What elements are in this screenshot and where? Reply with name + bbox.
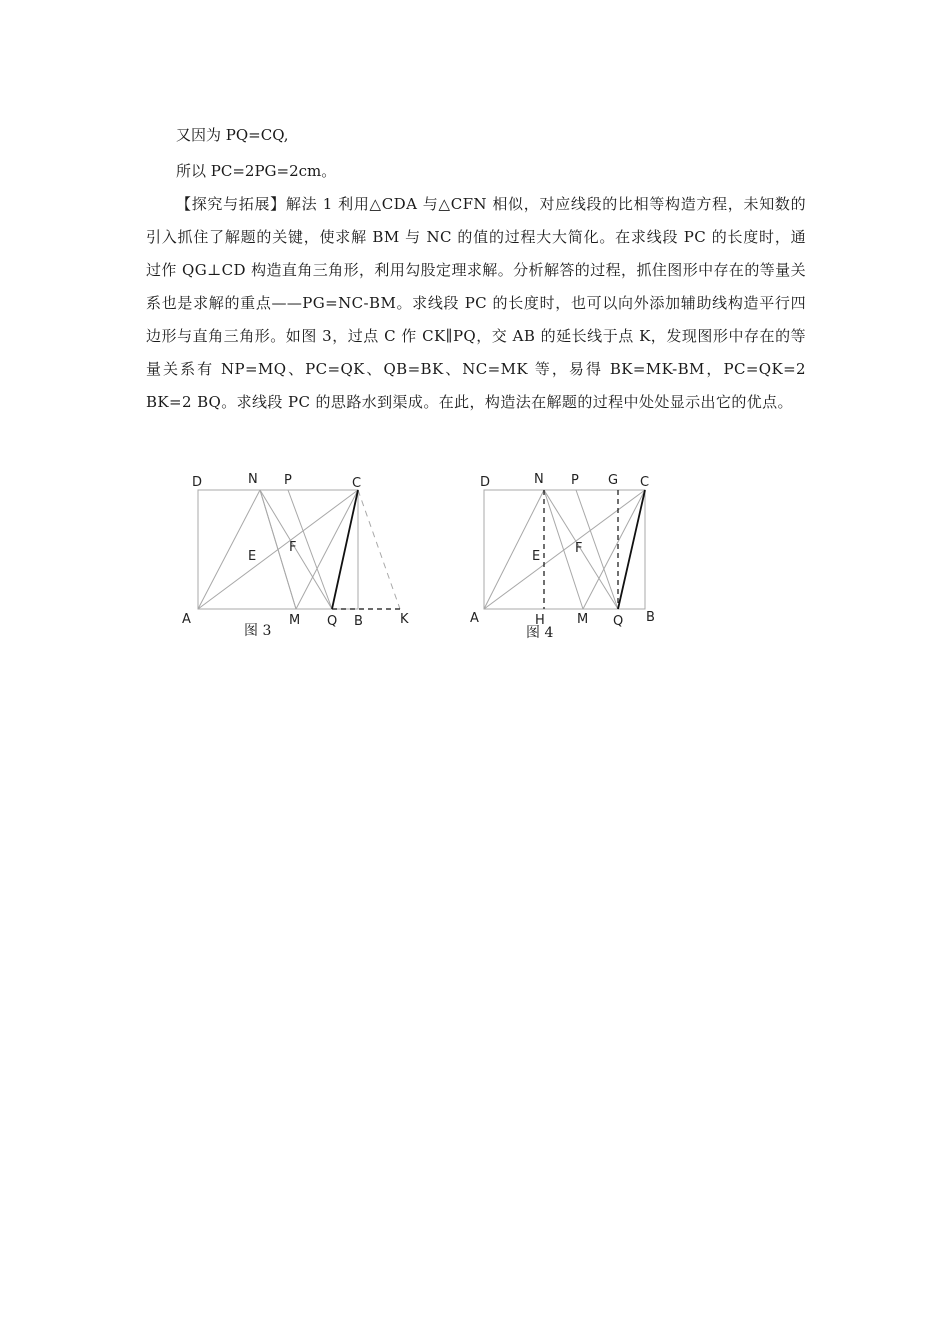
figure-4-diagram	[466, 462, 666, 632]
label-q: Q	[613, 614, 624, 629]
label-d: D	[480, 475, 491, 490]
label-a: A	[182, 612, 191, 627]
label-n: N	[248, 472, 258, 487]
segment-mc	[296, 490, 358, 609]
figure-3-caption: 图 3	[244, 623, 272, 639]
segment-ck-dashed	[358, 490, 400, 609]
label-h: H	[535, 613, 545, 628]
label-g: G	[608, 473, 619, 488]
segment-mc	[583, 490, 645, 609]
label-e: E	[248, 549, 257, 564]
label-a: A	[470, 611, 479, 626]
label-p: P	[284, 473, 292, 488]
text-line-1: 又因为 PQ=CQ,	[176, 126, 289, 144]
label-b: B	[354, 614, 363, 629]
label-f: F	[289, 540, 297, 555]
label-c: C	[640, 475, 650, 490]
label-n: N	[534, 472, 544, 487]
label-b: B	[646, 610, 655, 625]
label-c: C	[352, 476, 362, 491]
label-f: F	[575, 541, 583, 556]
label-m: M	[289, 613, 301, 628]
segment-qc-bold	[332, 490, 358, 609]
label-q: Q	[327, 614, 338, 629]
text-line-2: 所以 PC=2PG=2cm。	[176, 162, 337, 180]
figure-4-caption: 图 4	[526, 625, 554, 641]
label-k: K	[400, 612, 409, 627]
segment-qc-bold	[618, 490, 645, 609]
label-p: P	[571, 473, 579, 488]
figure-3	[176, 462, 426, 639]
label-m: M	[577, 612, 589, 627]
segment-ac	[484, 490, 645, 609]
figure-3-diagram	[176, 462, 426, 632]
explore-paragraph: 【探究与拓展】解法 1 利用△CDA 与△CFN 相似，对应线段的比相等构造方程，未知数的引入抓住了解题的关键，使求解 BM 与 NC 的值的过程大大简化。在求线段 PC 的长度时，通过作 QG⊥CD 构造直角三角形，利用勾股定理求解。分析解答的过程，抓住图形中存在的等量关系也是求解的重点——PG=NC-BM。求线段 PC 的长度时，也可以向外添加辅助线构造平行四边形与直角三角形。如图 3，过点 C 作 CK∥PQ，交 AB 的延长线于点 K，发现图形中存在的等量关系有 NP=MQ、PC=QK、QB=BK、NC=MK 等，易得 BK=MK-BM，PC=QK=2 BK=2 BQ。求线段 PC 的思路水到渠成。在此，构造法在解题的过程中处处显示出它的优点。	[146, 195, 806, 411]
figure-4	[466, 462, 666, 641]
label-d: D	[192, 475, 203, 490]
label-e: E	[532, 549, 541, 564]
